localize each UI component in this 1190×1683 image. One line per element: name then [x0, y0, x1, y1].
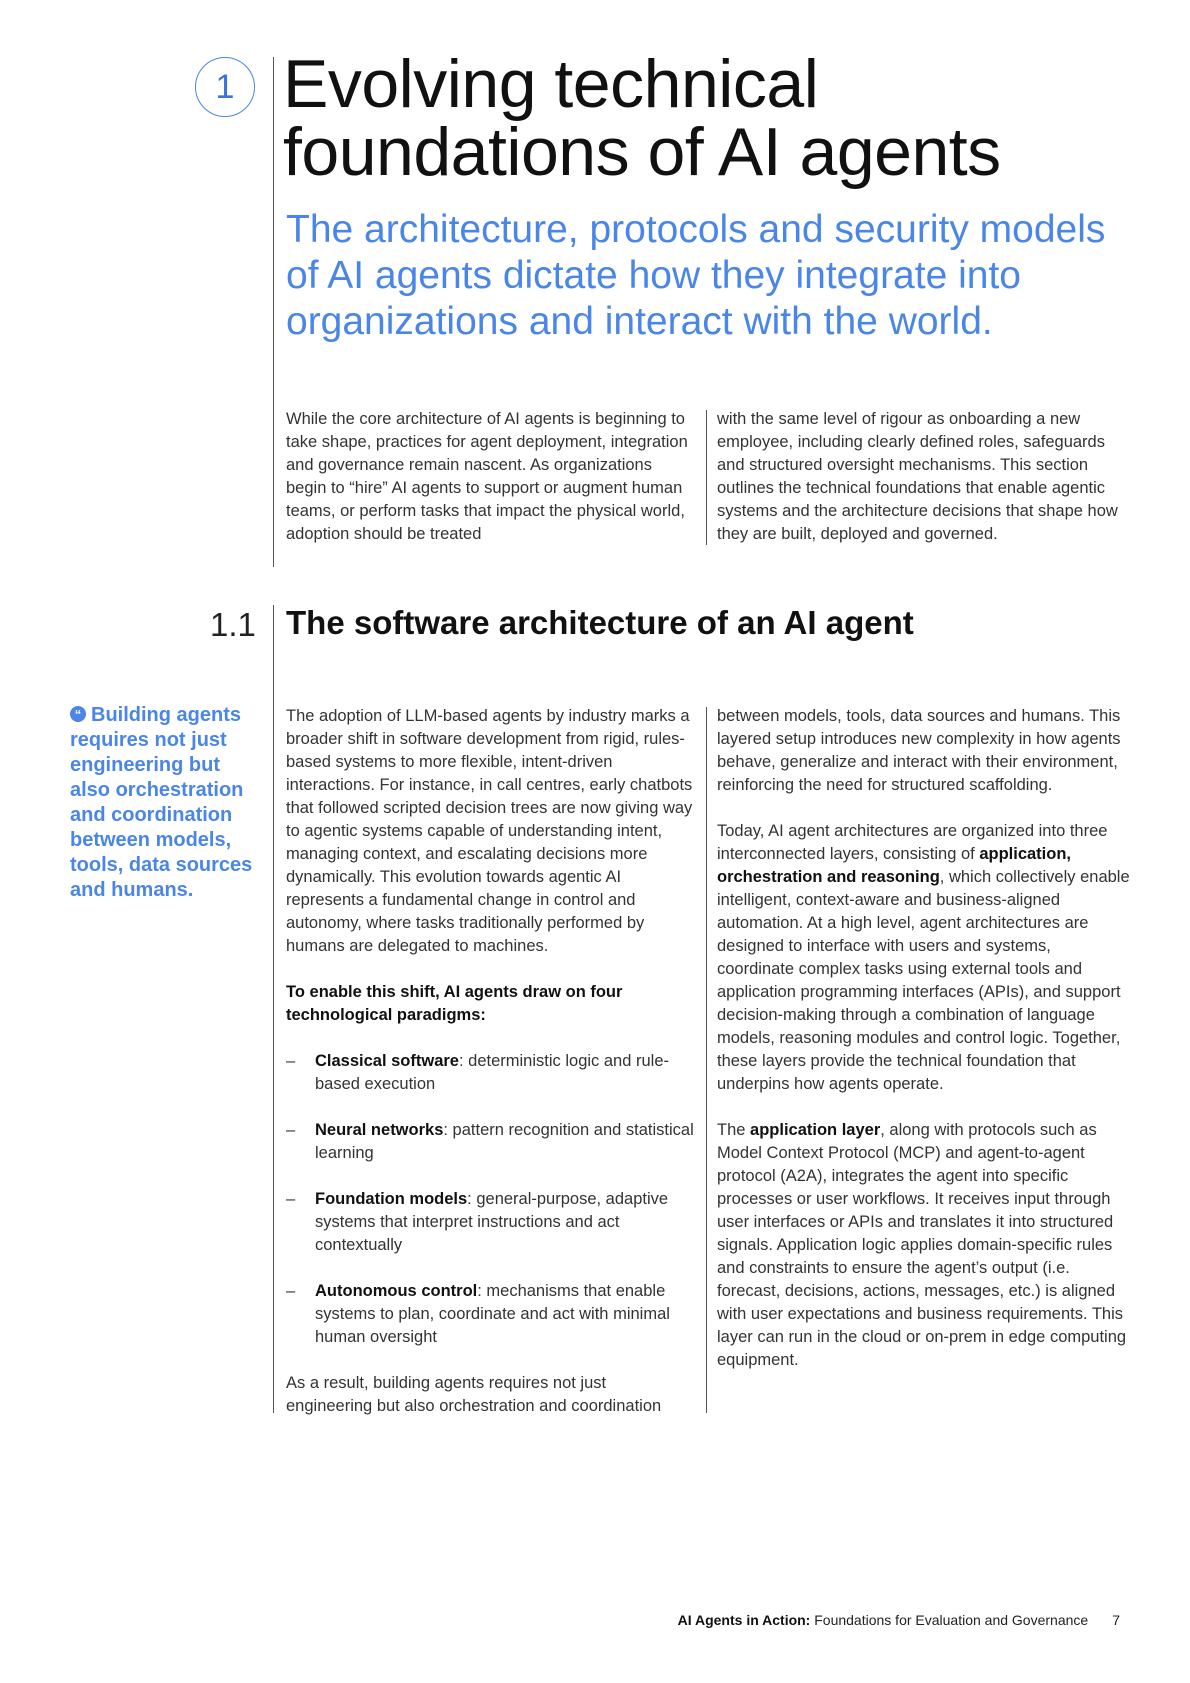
paragraph-text: Today, AI agent architectures are organized into three interconnected layers, consisting of — [717, 822, 1108, 863]
section-left-column — [286, 705, 696, 1418]
intro-left-column — [286, 408, 696, 546]
paragraph-lead — [286, 981, 696, 1027]
intro-right-column — [717, 408, 1132, 546]
pull-quote-text: Building agents requires not just engineering but also orchestration and coordination between models, tools, data sources and humans. — [70, 704, 253, 901]
intro-paragraph-left: While the core architecture of AI agents is beginning to take shape, practices for agent deployment, integration and governance remain nascent. As organizations begin to “hire” AI agents to support or augment human teams, or perform tasks that impact the physical world, adoption should be treated — [286, 410, 688, 543]
section-number: 1.1 — [210, 606, 256, 643]
dash-marker: – — [286, 1052, 296, 1070]
dash-marker: – — [286, 1282, 296, 1300]
dash-marker: – — [286, 1121, 296, 1139]
bold-phrase: application, orchestration and reasoning — [717, 845, 1071, 886]
quote-icon: “ — [70, 706, 86, 722]
section-divider — [273, 605, 274, 1413]
section-title: The software architecture of an AI agent — [286, 604, 914, 641]
paragraph-text: , along with protocols such as Model Context Protocol (MCP) and agent-to-agent protocol (A2A), integrates the agent into specific processes or user workflows. It receives input through user interfaces or APIs and translates it into structured signals. Application logic applies domain-specific rules and constraints to ensure the agent’s output (i.e. forecast, decisions, actions, messages, etc.) is aligned with user expectations and business requirements. This layer can run in the cloud or on-prem in edge computing equipment. — [717, 1121, 1127, 1369]
bullet-item — [286, 1280, 696, 1349]
paragraph-text: The — [717, 1121, 751, 1139]
pull-quote — [70, 703, 260, 903]
bold-phrase: application layer — [750, 1121, 881, 1139]
lead-text: To enable this shift, AI agents draw on four technological paradigms: — [286, 983, 623, 1024]
bullet-term: Classical software — [315, 1052, 459, 1070]
paragraph — [717, 1119, 1132, 1372]
bullet-item — [286, 1188, 696, 1257]
bullet-item — [286, 1050, 696, 1096]
footer-report-subtitle: Foundations for Evaluation and Governance — [810, 1612, 1089, 1628]
paragraph-text: , which collectively enable intelligent, context-aware and business-aligned automation. At a high level, agent architectures are designed to interface with users and systems, coordinate complex tasks using external tools and application programming interfaces (APIs), and support decision-making through a combination of language models, reasoning modules and control logic. Together, these layers provide the technical foundation that underpins how agents operate. — [717, 868, 1130, 1093]
chapter-number: 1 — [215, 67, 235, 106]
paragraph: The adoption of LLM-based agents by industry marks a broader shift in software development from rigid, rules-based systems to more flexible, intent-driven interactions. For instance, in call centres, early chatbots that followed scripted decision trees are now giving way to agentic systems capable of understanding intent, managing context, and escalating decisions more dynamically. This evolution towards agentic AI represents a fundamental change in control and autonomy, where tasks traditionally performed by humans are delegated to machines. — [286, 707, 693, 955]
page-footer — [678, 1612, 1120, 1628]
bullet-term: Autonomous control — [315, 1282, 478, 1300]
chapter-title-line2: foundations of AI agents — [283, 114, 1001, 190]
bullet-term: Neural networks — [315, 1121, 444, 1139]
chapter-number-badge — [195, 57, 255, 117]
page-number: 7 — [1112, 1612, 1120, 1628]
section-right-column — [717, 705, 1132, 1372]
section-column-rule — [706, 707, 707, 1413]
paragraph — [717, 820, 1132, 1096]
bullet-item — [286, 1119, 696, 1165]
chapter-subtitle: The architecture, protocols and security models of AI agents dictate how they integrate into organizations and interact with the world. — [286, 208, 1106, 343]
footer-report-title: AI Agents in Action: — [677, 1612, 811, 1628]
dash-marker: – — [286, 1190, 296, 1208]
bullet-desc: : pattern recognition and statistical learning — [315, 1121, 694, 1162]
intro-column-rule — [706, 410, 707, 545]
paragraph: between models, tools, data sources and humans. This layered setup introduces new complexity in how agents behave, generalize and interact with their environment, reinforcing the need for structured scaffolding. — [717, 707, 1121, 794]
header-divider — [273, 57, 274, 567]
intro-paragraph-right: with the same level of rigour as onboarding a new employee, including clearly defined roles, safeguards and structured oversight mechanisms. This section outlines the technical foundations that enable agentic systems and the architecture decisions that shape how they are built, deployed and governed. — [717, 410, 1118, 543]
chapter-title — [283, 46, 1143, 190]
bullet-desc: : mechanisms that enable systems to plan, coordinate and act with minimal human oversight — [315, 1282, 670, 1346]
chapter-title-line1: Evolving technical — [283, 46, 819, 122]
bullet-desc: : deterministic logic and rule-based execution — [315, 1052, 670, 1093]
bullet-term: Foundation models — [315, 1190, 468, 1208]
paragraph: As a result, building agents requires not just engineering but also orchestration and coordination — [286, 1374, 662, 1415]
bullet-desc: : general-purpose, adaptive systems that interpret instructions and act contextually — [315, 1190, 669, 1254]
